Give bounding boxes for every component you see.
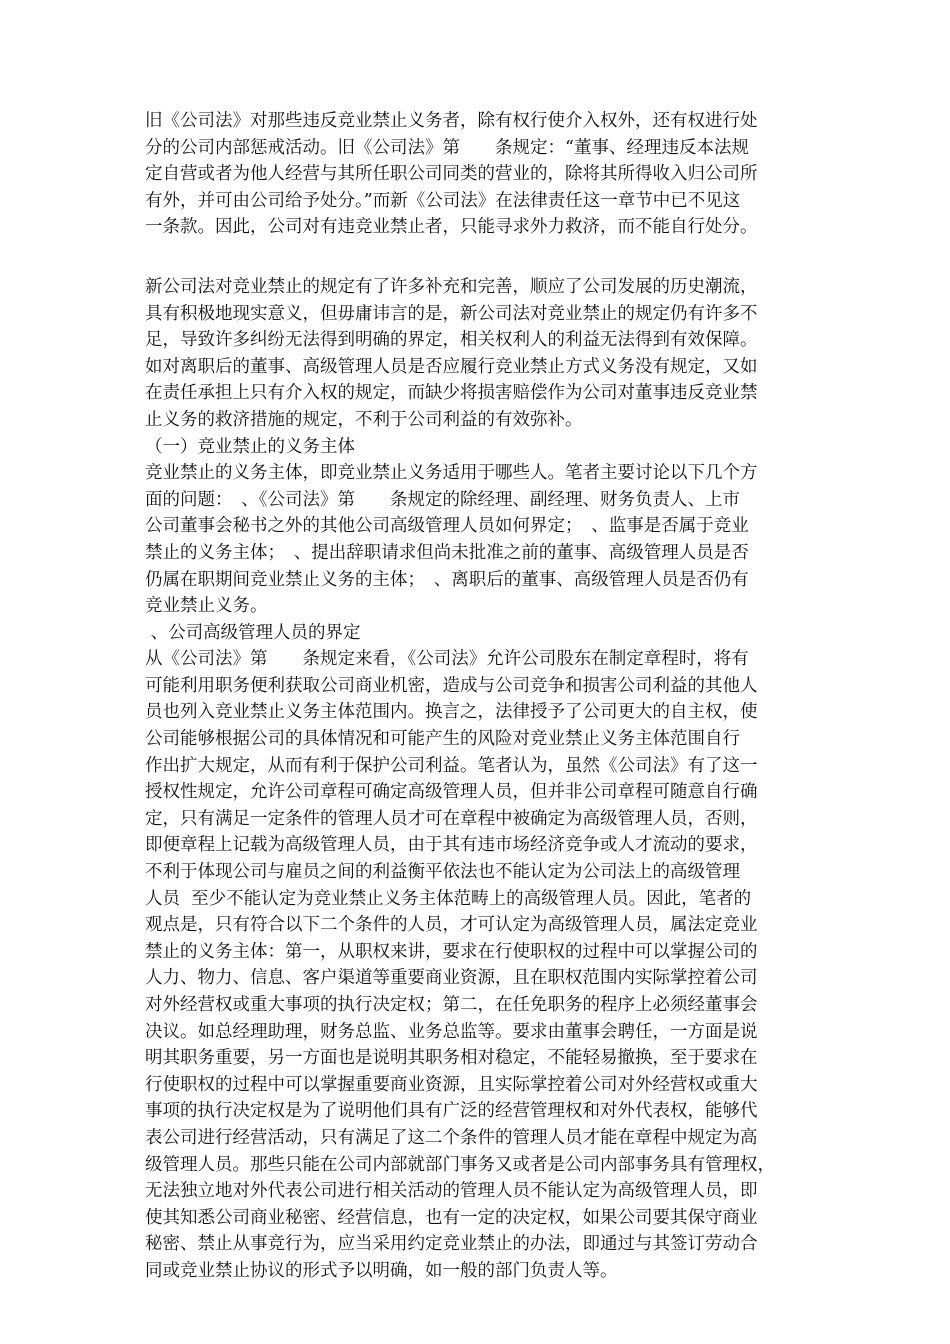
text-line: 定，只有满足一定条件的管理人员才可在章程中被确定为高级管理人员，否则， [145,808,758,829]
text-line: 人员 至少不能认定为竞业禁止义务主体范畴上的高级管理人员。因此，笔者的 [145,888,752,909]
text-line: 决议。如总经理助理，财务总监、业务总监等。要求由董事会聘任，一方面是说 [145,1021,758,1042]
text-line: 在责任承担上只有介入权的规定，而缺少将损害赔偿作为公司对董事违反竞业禁 [145,383,758,404]
text-line: 作出扩大规定，从而有利于保护公司利益。笔者认为，虽然《公司法》有了这一 [145,755,758,776]
subsection-heading: 、公司高级管理人员的界定 [145,622,361,643]
text-line: 如对离职后的董事、高级管理人员是否应履行竞业禁止方式义务没有规定，又如 [145,356,758,377]
text-line: 不利于体现公司与雇员之间的利益衡平依法也不能认定为公司法上的高级管理 [145,862,740,883]
text-line: 定自营或者为他人经营与其所任职公司同类的营业的，除将其所得收入归公司所 [145,164,758,185]
text-line: 面的问题： 、《公司法》第 条规定的除经理、副经理、财务负责人、上市 [145,489,740,510]
paragraph-new-company-law [145,274,825,1285]
paragraph-old-company-law [145,108,825,241]
text-line: 即便章程上记载为高级管理人员，由于其有违市场经济竞争或人才流动的要求， [145,835,758,856]
text-line: 同或竞业禁止协议的形式予以明确，如一般的部门负责人等。 [145,1260,618,1281]
text-line: 足，导致许多纠纷无法得到明确的界定，相关权利人的利益无法得到有效保障。 [145,330,758,351]
text-line: 新公司法对竞业禁止的规定有了许多补充和完善，顺应了公司发展的历史潮流， [145,276,758,297]
text-line: 明其职务重要，另一方面也是说明其职务相对稳定，不能轻易撤换，至于要求在 [145,1048,758,1069]
text-line: 仍属在职期间竞业禁止义务的主体； 、离职后的董事、高级管理人员是否仍有 [145,569,749,590]
text-line: 旧《公司法》对那些违反竞业禁止义务者，除有权行使介入权外，还有权进行处 [145,111,758,131]
document-page [145,108,825,1285]
text-line: 禁止的义务主体； 、提出辞职请求但尚未批准之前的董事、高级管理人员是否 [145,542,749,563]
text-line: 级管理人员。那些只能在公司内部就部门事务又或者是公司内部事务具有管理权， [145,1154,775,1175]
text-line: 观点是，只有符合以下二个条件的人员，才可认定为高级管理人员，属法定竞业 [145,915,758,936]
text-line: 具有积极地现实意义，但毋庸讳言的是，新公司法对竞业禁止的规定仍有许多不 [145,303,758,324]
text-line: 事项的执行决定权是为了说明他们具有广泛的经营管理权和对外代表权，能够代 [145,1101,758,1122]
text-line: 分的公司内部惩戒活动。旧《公司法》第 条规定：“董事、经理违反本法规 [145,137,749,158]
text-line: 禁止的义务主体：第一，从职权来讲，要求在行使职权的过程中可以掌握公司的 [145,941,758,962]
text-line: 授权性规定，允许公司章程可确定高级管理人员，但并非公司章程可随意自行确 [145,782,758,803]
text-line: 公司能够根据公司的具体情况和可能产生的风险对竞业禁止义务主体范围自行 [145,729,740,750]
text-line: 止义务的救济措施的规定，不利于公司利益的有效弥补。 [145,409,583,430]
text-line: 竞业禁止义务。 [145,596,268,617]
text-line: 行使职权的过程中可以掌握重要商业资源，且实际掌控着公司对外经营权或重大 [145,1074,758,1095]
text-line: 竞业禁止的义务主体，即竞业禁止义务适用于哪些人。笔者主要讨论以下几个方 [145,463,758,484]
text-line: 使其知悉公司商业秘密、经营信息，也有一定的决定权，如果公司要其保守商业 [145,1207,758,1228]
paragraph-gap [145,241,825,274]
section-heading: （一）竞业禁止的义务主体 [145,436,355,457]
text-line: 员也列入竞业禁止义务主体范围内。换言之，法律授予了公司更大的自主权，使 [145,702,758,723]
text-line: 对外经营权或重大事项的执行决定权；第二，在任免职务的程序上必须经董事会 [145,995,758,1015]
text-line: 从《公司法》第 条规定来看，《公司法》允许公司股东在制定章程时，将有 [145,649,749,670]
text-line: 表公司进行经营活动，只有满足了这二个条件的管理人员才能在章程中规定为高 [145,1127,758,1148]
text-line: 一条款。因此，公司对有违竞业禁止者，只能寻求外力救济，而不能自行处分。 [145,217,758,238]
text-line: 可能利用职务便利获取公司商业机密，造成与公司竞争和损害公司利益的其他人 [145,675,758,696]
text-line: 无法独立地对外代表公司进行相关活动的管理人员不能认定为高级管理人员，即 [145,1181,758,1202]
text-line: 有外，并可由公司给予处分。”而新《公司法》在法律责任这一章节中已不见这 [145,190,741,211]
text-line: 人力、物力、信息、客户渠道等重要商业资源，且在职权范围内实际掌控着公司 [145,968,758,989]
text-line: 秘密、禁止从事竞行为，应当采用约定竞业禁止的办法，即通过与其签订劳动合 [145,1234,758,1255]
text-line: 公司董事会秘书之外的其他公司高级管理人员如何界定； 、监事是否属于竞业 [145,516,749,537]
